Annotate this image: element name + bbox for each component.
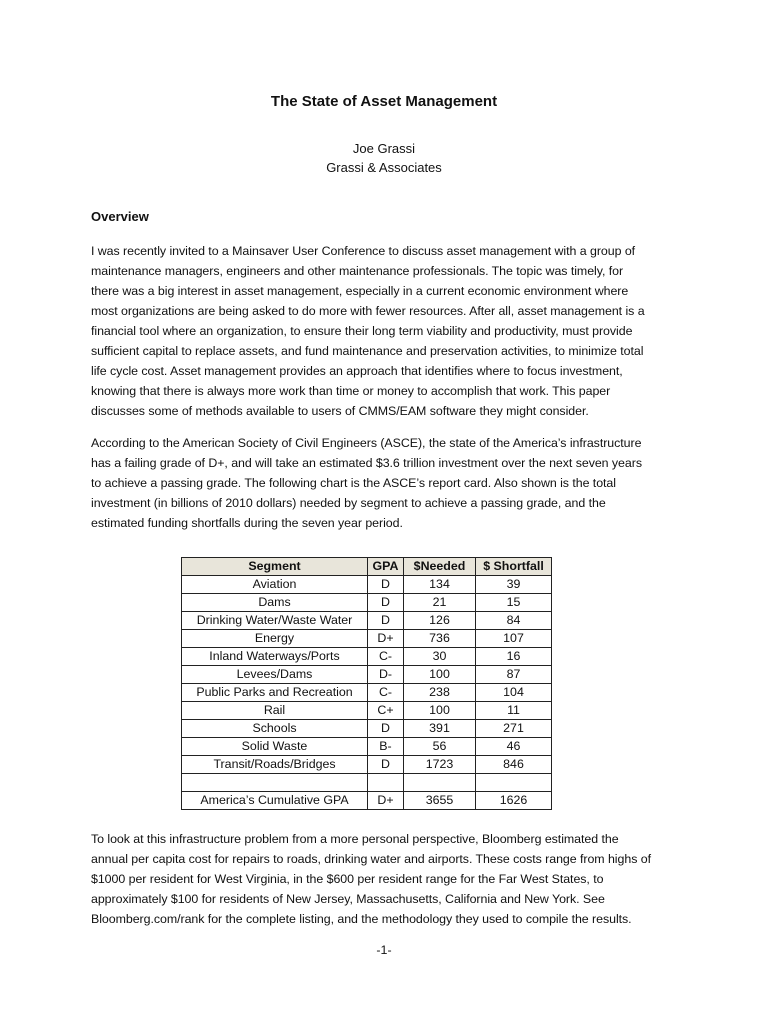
author-name: Joe Grassi [352,141,416,156]
cell-shortfall: 84 [476,612,552,630]
column-header-needed: $Needed [404,558,476,576]
paragraph-line: financial tool where an organization, to ensure their long term viability and productivity, must provide [91,324,633,338]
cell-shortfall: 15 [476,594,552,612]
table-row [182,720,552,738]
document-title: The State of Asset Management [270,93,498,110]
cell-shortfall: 39 [476,576,552,594]
cell-gpa: D+ [368,630,404,648]
cell-needed: 56 [404,738,476,756]
cell-needed: 126 [404,612,476,630]
table-row [182,702,552,720]
cell-segment: Inland Waterways/Ports [182,648,368,666]
paragraph-line: there was a big interest in asset management, especially in a current economic environment where [91,284,629,298]
cell-needed: 3655 [404,792,476,810]
table-row [182,738,552,756]
column-header-gpa: GPA [368,558,404,576]
paragraph-line: has a failing grade of D+, and will take an estimated $3.6 trillion investment over the next seven years [91,456,642,470]
cell-gpa: D [368,756,404,774]
cell-needed: 134 [404,576,476,594]
cell-gpa: B- [368,738,404,756]
table-row [182,684,552,702]
table-row [182,576,552,594]
column-header-shortfall: $ Shortfall [476,558,552,576]
column-header-segment: Segment [182,558,368,576]
cell-shortfall: 107 [476,630,552,648]
cell-shortfall: 846 [476,756,552,774]
table-row [182,756,552,774]
table-header-row [182,558,552,576]
paragraph-intro [91,241,681,421]
paragraph-line: approximately $100 for residents of New Jersey, Massachusetts, California and New York. See [91,892,605,906]
cell-shortfall: 11 [476,702,552,720]
cell-shortfall: 16 [476,648,552,666]
cell-segment: Transit/Roads/Bridges [182,756,368,774]
cell-segment: America’s Cumulative GPA [182,792,368,810]
table-row [182,648,552,666]
paragraph-line: estimated funding shortfalls during the seven year period. [91,516,403,530]
cell-segment: Energy [182,630,368,648]
cell-needed: 21 [404,594,476,612]
empty-cell [368,774,404,792]
cell-gpa: D+ [368,792,404,810]
table-row [182,630,552,648]
table-spacer-row [182,774,552,792]
cell-segment: Dams [182,594,368,612]
cell-needed: 100 [404,702,476,720]
cell-segment: Drinking Water/Waste Water [182,612,368,630]
table-row [182,594,552,612]
paragraph-line: investment (in billions of 2010 dollars) needed by segment to achieve a passing grade, and the [91,496,606,510]
empty-cell [404,774,476,792]
cell-needed: 736 [404,630,476,648]
paragraph-line: According to the American Society of Civil Engineers (ASCE), the state of the America’s infrastructure [91,436,642,450]
cell-needed: 1723 [404,756,476,774]
paragraph-line: knowing that there is always more work than time or money to accomplish that work. This paper [91,384,611,398]
cell-needed: 100 [404,666,476,684]
paragraph-line: annual per capita cost for repairs to roads, drinking water and airports. These costs range from highs of [91,852,651,866]
paragraph-line: to achieve a passing grade. The following chart is the ASCE’s report card. Also shown is the total [91,476,616,490]
paragraph-line: most organizations are being asked to do more with fewer resources. After all, asset management is a [91,304,645,318]
paragraph-line: $1000 per resident for West Virginia, in the $600 per resident range for the Far West States, to [91,872,604,886]
cell-shortfall: 87 [476,666,552,684]
cell-gpa: D [368,612,404,630]
paragraph-line: sufficient capital to replace assets, and fund maintenance and preservation activities, to minimize total [91,344,644,358]
paragraph-line: To look at this infrastructure problem from a more personal perspective, Bloomberg estimated the [91,832,619,846]
cell-shortfall: 46 [476,738,552,756]
cell-needed: 30 [404,648,476,666]
cell-gpa: C- [368,648,404,666]
cell-gpa: C- [368,684,404,702]
cell-segment: Solid Waste [182,738,368,756]
cell-needed: 391 [404,720,476,738]
cell-shortfall: 104 [476,684,552,702]
cell-segment: Public Parks and Recreation [182,684,368,702]
cell-gpa: D [368,594,404,612]
page-number: -1- [376,943,392,957]
cell-segment: Schools [182,720,368,738]
author-block [0,139,768,177]
cell-gpa: D [368,720,404,738]
cell-gpa: D- [368,666,404,684]
cell-shortfall: 271 [476,720,552,738]
cell-segment: Levees/Dams [182,666,368,684]
paragraph-line: life cycle cost. Asset management provides an approach that identifies where to focus investment, [91,364,623,378]
empty-cell [476,774,552,792]
cell-segment: Rail [182,702,368,720]
asce-report-card-table [181,557,552,810]
section-heading-overview: Overview [91,209,149,224]
table-row [182,666,552,684]
paragraph-line: I was recently invited to a Mainsaver User Conference to discuss asset management with a group of [91,244,636,258]
table-total-row [182,792,552,810]
empty-cell [182,774,368,792]
cell-needed: 238 [404,684,476,702]
paragraph-line: discusses some of methods available to users of CMMS/EAM software they might consider. [91,404,589,418]
cell-segment: Aviation [182,576,368,594]
cell-shortfall: 1626 [476,792,552,810]
cell-gpa: C+ [368,702,404,720]
cell-gpa: D [368,576,404,594]
paragraph-line: maintenance managers, engineers and other maintenance professionals. The topic was timely, for [91,264,624,278]
table-row [182,612,552,630]
paragraph-bloomberg [91,829,681,929]
paragraph-line: Bloomberg.com/rank for the complete listing, and the methodology they used to compile the results. [91,912,632,926]
author-organization: Grassi & Associates [326,160,442,175]
paragraph-asce [91,433,681,533]
